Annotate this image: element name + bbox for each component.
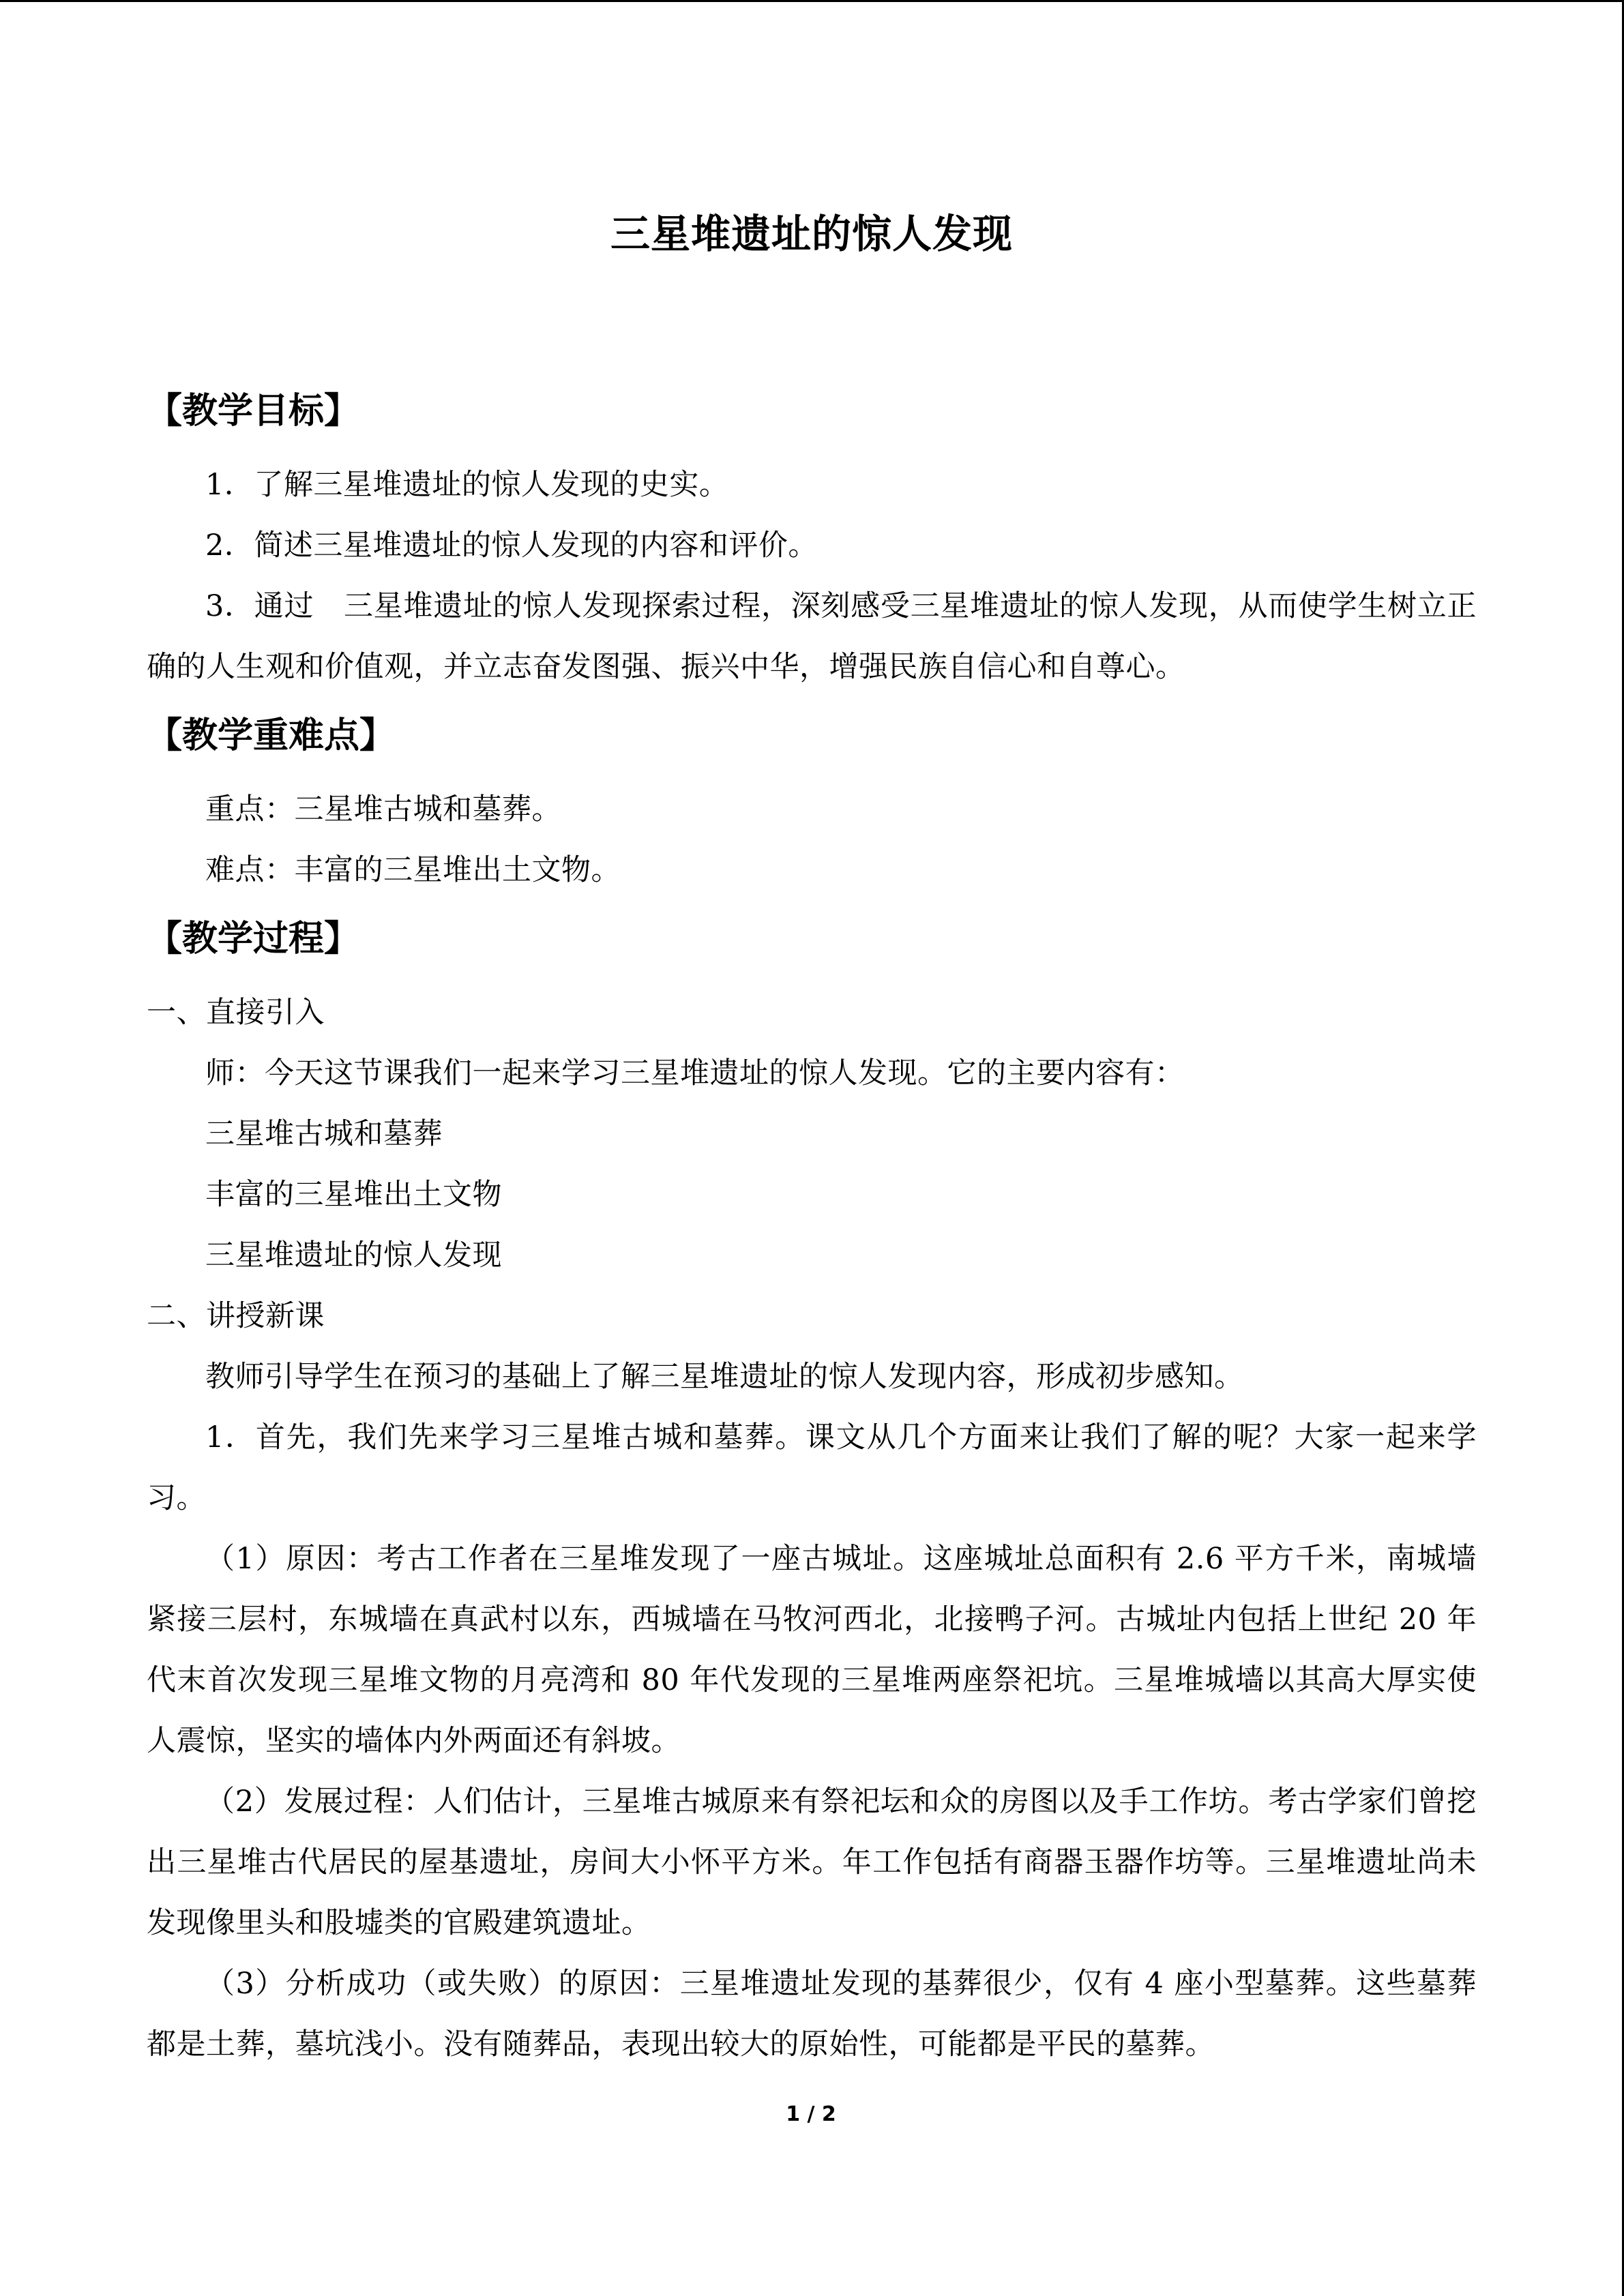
- process-part2-sub-1: （1）原因：考古工作者在三星堆发现了一座古城址。这座城址总面积有 2.6 平方千米，南城墙紧接三层村，东城墙在真武村以东，西城墙在马牧河西北，北接鸭子河。古城址内包括上世纪 20 年代末首次发现三星堆文物的月亮湾和 80 年代发现的三星堆两座祭祀坑。三星堆城墙以其高大厚实使人震惊，坚实的墙体内外两面还有斜坡。: [147, 1542, 1477, 1758]
- process-part2-title: 二、讲授新课: [147, 1299, 325, 1333]
- key-point-focus: 重点：三星堆古城和墓葬。: [205, 792, 561, 826]
- process-heading: 【教学过程】: [147, 919, 360, 959]
- process-part1-line-3: 丰富的三星堆出土文物: [205, 1178, 502, 1212]
- process-part2-intro: 教师引导学生在预习的基础上了解三星堆遗址的惊人发现内容，形成初步感知。: [205, 1360, 1244, 1394]
- process-part1-line-4: 三星堆遗址的惊人发现: [205, 1238, 502, 1272]
- key-point-difficulty: 难点：丰富的三星堆出土文物。: [205, 853, 621, 887]
- objective-item-3: 3．通过 三星堆遗址的惊人发现探索过程，深刻感受三星堆遗址的惊人发现，从而使学生树立正确的人生观和价值观，并立志奋发图强、振兴中华，增强民族自信心和自尊心。: [147, 589, 1477, 684]
- process-part2-point-1: 1．首先，我们先来学习三星堆古城和墓葬。课文从几个方面来让我们了解的呢？大家一起来学习。: [147, 1420, 1477, 1515]
- objective-item-2: 2．简述三星堆遗址的惊人发现的内容和评价。: [205, 528, 818, 563]
- process-part1-title: 一、直接引入: [147, 996, 325, 1030]
- objective-item-1: 1．了解三星堆遗址的惊人发现的史实。: [205, 468, 729, 502]
- objectives-heading: 【教学目标】: [147, 391, 360, 432]
- page-number: 1 / 2: [786, 2102, 836, 2126]
- process-part1-line-1: 师：今天这节课我们一起来学习三星堆遗址的惊人发现。它的主要内容有：: [205, 1056, 1185, 1090]
- process-part2-sub-3: （3）分析成功（或失败）的原因：三星堆遗址发现的基葬很少，仅有 4 座小型墓葬。这些墓葬都是土葬，墓坑浅小。没有随葬品，表现出较大的原始性，可能都是平民的墓葬。: [147, 1967, 1477, 2061]
- key-points-heading: 【教学重难点】: [147, 715, 396, 756]
- page-title: 三星堆遗址的惊人发现: [610, 211, 1013, 257]
- document-body: [147, 207, 1477, 2075]
- process-part1-line-2: 三星堆古城和墓葬: [205, 1117, 443, 1151]
- process-part2-sub-2: （2）发展过程：人们估计，三星堆古城原来有祭祀坛和众的房图以及手工作坊。考古学家们曾挖出三星堆古代居民的屋基遗址，房间大小怀平方米。年工作包括有商器玉器作坊等。三星堆遗址尚未发现像里头和股墟类的官殿建筑遗址。: [147, 1785, 1477, 1940]
